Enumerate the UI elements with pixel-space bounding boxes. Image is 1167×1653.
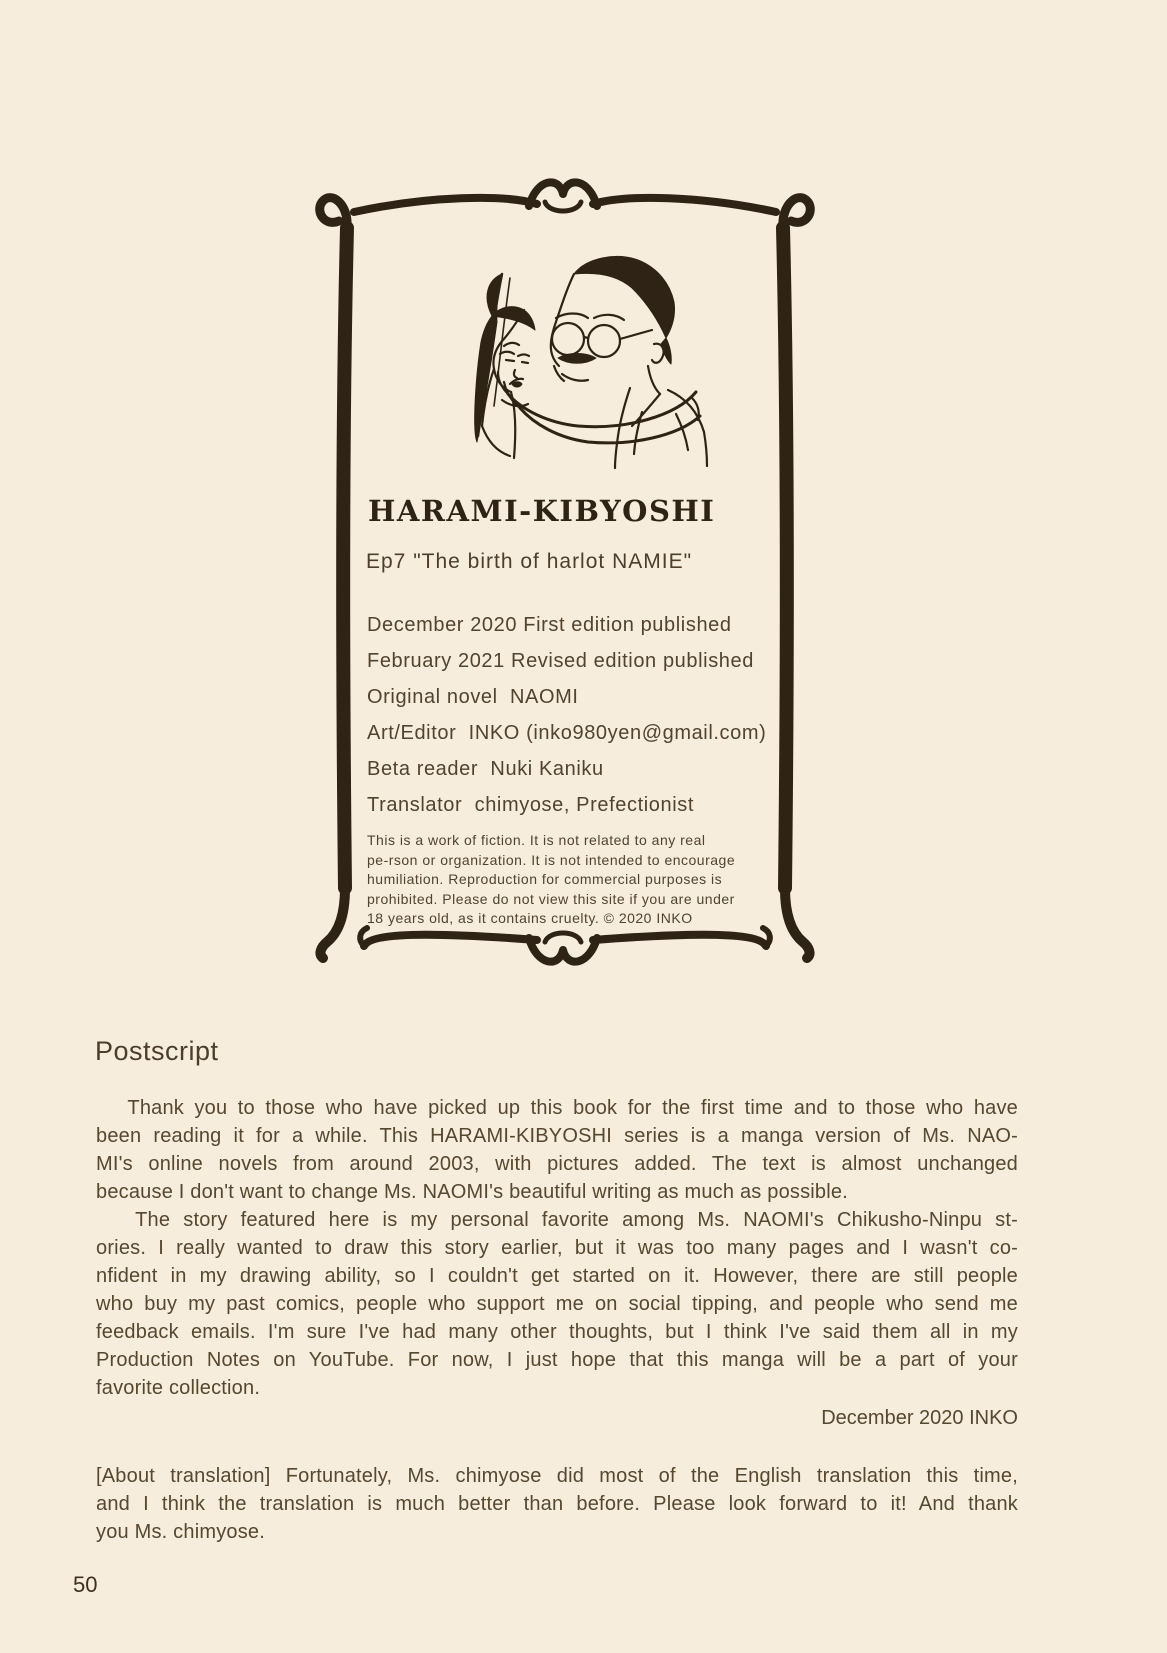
disclaimer-line: This is a work of fiction. It is not related to any real <box>367 832 706 848</box>
disclaimer-line: humiliation. Reproduction for commercial purposes is <box>367 871 723 887</box>
postscript-line: feedback emails. I'm sure I've had many other thoughts, but I think I've said them all in my <box>96 1321 1018 1343</box>
disclaimer-line: 18 years old, as it contains cruelty. © 2020 INKO <box>367 910 693 926</box>
colophon-disclaimer <box>367 831 735 929</box>
postscript-line: Production Notes on YouTube. For now, I just hope that this manga will be a part of your <box>96 1349 1018 1371</box>
credit-line-translator: Translator chimyose, Prefectionist <box>367 794 695 816</box>
colophon-illustration <box>475 256 707 468</box>
postscript-line: Thank you to those who have picked up this book for the first time and to those who have <box>96 1097 1018 1119</box>
postscript-line: because I don't want to change Ms. NAOMI's beautiful writing as much as possible. <box>96 1181 848 1203</box>
credit-line-revised-edition: February 2021 Revised edition published <box>367 650 754 672</box>
postscript-heading: Postscript <box>95 1036 219 1066</box>
page-number: 50 <box>73 1572 98 1597</box>
credit-line-first-edition: December 2020 First edition published <box>367 614 732 636</box>
credit-line-art-editor: Art/Editor INKO (inko980yen@gmail.com) <box>367 722 767 744</box>
about-translation-line: you Ms. chimyose. <box>96 1521 266 1543</box>
postscript-line: The story featured here is my personal favorite among Ms. NAOMI's Chikusho-Ninpu st- <box>96 1209 1018 1231</box>
postscript-line: ories. I really wanted to draw this story earlier, but it was too many pages and I wasn't co- <box>96 1237 1018 1259</box>
credit-line-original-novel: Original novel NAOMI <box>367 686 579 708</box>
colophon-title: HARAMI-KIBYOSHI <box>368 494 716 528</box>
postscript-body <box>96 1094 1018 1402</box>
disclaimer-line: prohibited. Please do not view this site if you are under <box>367 890 735 907</box>
colophon-credits <box>367 607 766 823</box>
about-translation-line: and I think the translation is much better than before. Please look forward to it! And thank <box>96 1493 1018 1515</box>
postscript-line: nfident in my drawing ability, so I couldn't get started on it. However, there are still people <box>96 1265 1018 1287</box>
postscript-signature: December 2020 INKO <box>821 1407 1018 1429</box>
postscript-line: who buy my past comics, people who support me on social tipping, and people who send me <box>96 1293 1018 1315</box>
about-translation-line: [About translation] Fortunately, Ms. chimyose did most of the English translation this time, <box>96 1465 1018 1487</box>
postscript-line: MI's online novels from around 2003, with pictures added. The text is almost unchanged <box>96 1153 1018 1175</box>
colophon-subtitle: Ep7 "The birth of harlot NAMIE" <box>366 550 693 573</box>
postscript-line: been reading it for a while. This HARAMI-KIBYOSHI series is a manga version of Ms. NAO- <box>96 1125 1018 1147</box>
disclaimer-line: pe-rson or organization. It is not intended to encourage <box>367 851 736 868</box>
about-translation <box>96 1462 1018 1546</box>
postscript-line: favorite collection. <box>96 1377 261 1399</box>
credit-line-beta-reader: Beta reader Nuki Kaniku <box>367 758 604 780</box>
